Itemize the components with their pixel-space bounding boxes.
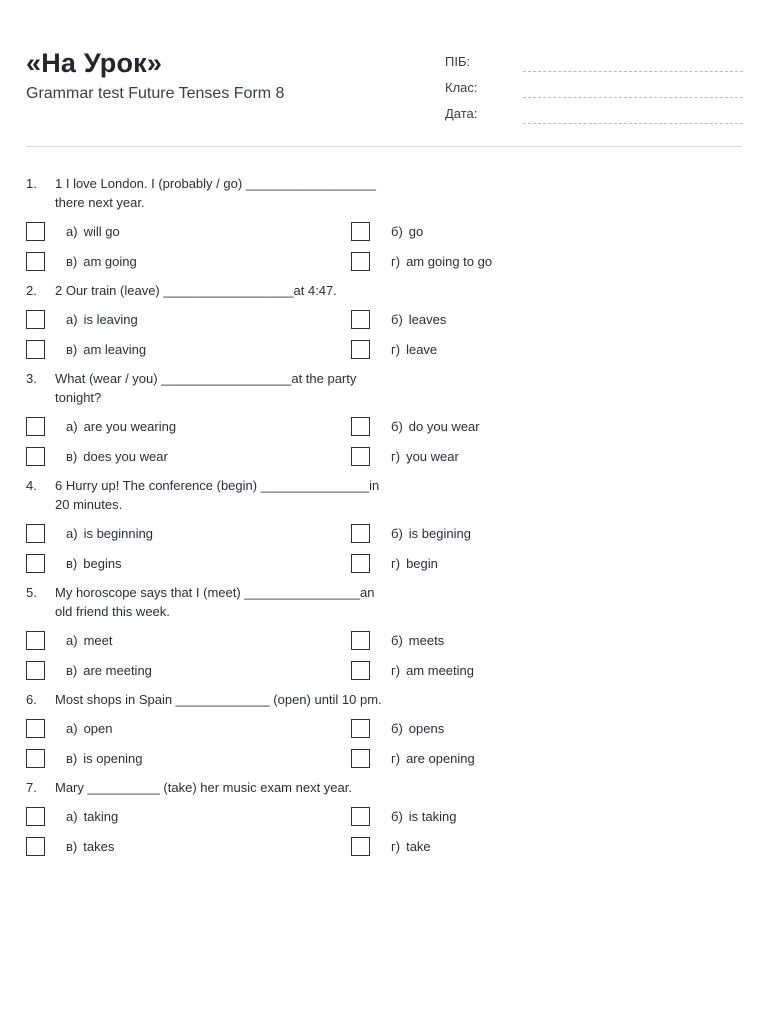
question-6 — [26, 690, 742, 769]
option-letter: а) — [66, 311, 78, 327]
answer-checkbox[interactable] — [26, 222, 45, 241]
answer-checkbox[interactable] — [351, 340, 370, 359]
question-text: Mary __________ (take) her music exam next year. — [55, 780, 352, 795]
answer-checkbox[interactable] — [26, 417, 45, 436]
name-label: ПІБ: — [445, 54, 471, 69]
option-text: go — [408, 223, 424, 239]
question-text: 6 Hurry up! The conference (begin) _______________in 20 minutes. — [55, 478, 380, 512]
question-5 — [26, 583, 742, 681]
option-letter: г) — [391, 662, 401, 678]
name-field — [445, 54, 743, 80]
option-letter: г) — [391, 838, 401, 854]
answer-option[interactable] — [351, 308, 676, 330]
header — [26, 48, 284, 103]
answer-checkbox[interactable] — [351, 661, 370, 680]
answer-option[interactable] — [26, 717, 351, 739]
question-list — [26, 174, 742, 866]
option-text: is taking — [408, 808, 457, 824]
answer-checkbox[interactable] — [26, 661, 45, 680]
option-text: are meeting — [83, 662, 152, 678]
question-1 — [26, 174, 742, 272]
answer-option[interactable] — [351, 552, 676, 574]
question-number: 3. — [26, 371, 37, 386]
option-letter: г) — [391, 555, 401, 571]
option-text: you wear — [406, 448, 459, 464]
question-text-row — [26, 476, 742, 514]
answer-option[interactable] — [351, 747, 676, 769]
question-number: 1. — [26, 176, 37, 191]
answer-option[interactable] — [351, 659, 676, 681]
answer-options — [26, 415, 742, 467]
option-text: leave — [406, 341, 438, 357]
question-text-row — [26, 281, 742, 300]
answer-option[interactable] — [351, 415, 676, 437]
option-letter: б) — [391, 525, 403, 541]
test-subtitle: Grammar test Future Tenses Form 8 — [26, 85, 285, 102]
answer-options — [26, 805, 742, 857]
answer-checkbox[interactable] — [351, 222, 370, 241]
question-4 — [26, 476, 742, 574]
question-text-row — [26, 583, 742, 621]
option-text: do you wear — [408, 418, 480, 434]
answer-option[interactable] — [26, 250, 351, 272]
question-text: What (wear / you) __________________at the party tonight? — [55, 371, 357, 405]
question-2 — [26, 281, 742, 360]
option-text: meet — [83, 632, 113, 648]
answer-checkbox[interactable] — [26, 837, 45, 856]
answer-option[interactable] — [26, 220, 351, 242]
answer-checkbox[interactable] — [26, 252, 45, 271]
option-text: taking — [83, 808, 119, 824]
answer-checkbox[interactable] — [351, 631, 370, 650]
answer-checkbox[interactable] — [26, 447, 45, 466]
answer-checkbox[interactable] — [26, 310, 45, 329]
answer-checkbox[interactable] — [26, 719, 45, 738]
answer-checkbox[interactable] — [26, 631, 45, 650]
answer-checkbox[interactable] — [351, 807, 370, 826]
question-text: 1 I love London. I (probably / go) __________________ there next year. — [55, 176, 376, 210]
answer-option[interactable] — [26, 415, 351, 437]
question-7 — [26, 778, 742, 857]
answer-option[interactable] — [351, 220, 676, 242]
option-text: begins — [83, 555, 122, 571]
answer-option[interactable] — [26, 338, 351, 360]
answer-option[interactable] — [351, 445, 676, 467]
answer-checkbox[interactable] — [26, 749, 45, 768]
answer-checkbox[interactable] — [351, 554, 370, 573]
answer-options — [26, 629, 742, 681]
answer-option[interactable] — [26, 747, 351, 769]
answer-option[interactable] — [26, 629, 351, 651]
student-fields — [445, 54, 743, 132]
answer-checkbox[interactable] — [26, 807, 45, 826]
option-text: am leaving — [83, 341, 147, 357]
answer-option[interactable] — [26, 659, 351, 681]
option-text: are you wearing — [83, 418, 177, 434]
option-letter: в) — [66, 750, 78, 766]
answer-option[interactable] — [26, 835, 351, 857]
answer-checkbox[interactable] — [351, 310, 370, 329]
option-letter: а) — [66, 418, 78, 434]
option-letter: в) — [66, 253, 78, 269]
answer-option[interactable] — [26, 552, 351, 574]
option-text: does you wear — [83, 448, 168, 464]
answer-option[interactable] — [351, 250, 676, 272]
question-text-row — [26, 778, 742, 797]
answer-checkbox[interactable] — [26, 554, 45, 573]
answer-option[interactable] — [351, 522, 676, 544]
option-text: takes — [83, 838, 115, 854]
question-number: 7. — [26, 780, 37, 795]
option-letter: в) — [66, 448, 78, 464]
question-text-row — [26, 174, 742, 212]
question-text: My horoscope says that I (meet) ________________an old friend this week. — [55, 585, 375, 619]
question-number: 4. — [26, 478, 37, 493]
answer-checkbox[interactable] — [26, 524, 45, 543]
option-letter: в) — [66, 662, 78, 678]
date-input-line[interactable] — [523, 123, 743, 124]
answer-checkbox[interactable] — [351, 719, 370, 738]
date-field — [445, 106, 743, 132]
option-text: begin — [406, 555, 438, 571]
option-text: open — [83, 720, 113, 736]
option-text: am meeting — [406, 662, 474, 678]
answer-checkbox[interactable] — [351, 837, 370, 856]
option-letter: г) — [391, 750, 401, 766]
option-letter: г) — [391, 253, 401, 269]
option-letter: б) — [391, 418, 403, 434]
option-text: is beginning — [83, 525, 153, 541]
brand-title: «На Урок» — [26, 48, 163, 78]
answer-options — [26, 220, 742, 272]
option-text: is opening — [83, 750, 143, 766]
option-letter: а) — [66, 808, 78, 824]
question-text: 2 Our train (leave) __________________at 4:47. — [55, 283, 337, 298]
answer-checkbox[interactable] — [351, 417, 370, 436]
answer-checkbox[interactable] — [26, 340, 45, 359]
answer-option[interactable] — [351, 717, 676, 739]
option-letter: а) — [66, 525, 78, 541]
answer-checkbox[interactable] — [351, 749, 370, 768]
question-text-row — [26, 369, 742, 407]
option-letter: в) — [66, 341, 78, 357]
option-text: meets — [408, 632, 445, 648]
question-number: 2. — [26, 283, 37, 298]
option-letter: а) — [66, 223, 78, 239]
answer-option[interactable] — [26, 445, 351, 467]
option-text: is begining — [408, 525, 471, 541]
question-number: 6. — [26, 692, 37, 707]
class-label: Клас: — [445, 80, 478, 95]
question-3 — [26, 369, 742, 467]
option-text: take — [406, 838, 431, 854]
option-text: will go — [83, 223, 120, 239]
class-input-line[interactable] — [523, 97, 743, 98]
date-label: Дата: — [445, 106, 478, 121]
header-divider — [26, 146, 742, 147]
answer-option[interactable] — [26, 805, 351, 827]
answer-option[interactable] — [351, 338, 676, 360]
question-text-row — [26, 690, 742, 709]
option-text: is leaving — [83, 311, 138, 327]
option-letter: в) — [66, 838, 78, 854]
option-text: am going — [83, 253, 137, 269]
option-letter: б) — [391, 720, 403, 736]
answer-options — [26, 717, 742, 769]
option-letter: г) — [391, 341, 401, 357]
class-field — [445, 80, 743, 106]
answer-checkbox[interactable] — [351, 524, 370, 543]
option-letter: г) — [391, 448, 401, 464]
answer-option[interactable] — [26, 308, 351, 330]
question-number: 5. — [26, 585, 37, 600]
option-text: opens — [408, 720, 445, 736]
option-letter: в) — [66, 555, 78, 571]
option-letter: а) — [66, 720, 78, 736]
question-text: Most shops in Spain _____________ (open) until 10 pm. — [55, 692, 382, 707]
option-text: leaves — [408, 311, 447, 327]
option-letter: б) — [391, 311, 403, 327]
option-letter: б) — [391, 632, 403, 648]
option-letter: а) — [66, 632, 78, 648]
option-letter: б) — [391, 808, 403, 824]
name-input-line[interactable] — [523, 71, 743, 72]
answer-option[interactable] — [351, 629, 676, 651]
option-letter: б) — [391, 223, 403, 239]
option-text: am going to go — [406, 253, 493, 269]
answer-checkbox[interactable] — [351, 252, 370, 271]
answer-options — [26, 522, 742, 574]
answer-option[interactable] — [351, 805, 676, 827]
answer-option[interactable] — [26, 522, 351, 544]
option-text: are opening — [406, 750, 475, 766]
answer-options — [26, 308, 742, 360]
answer-option[interactable] — [351, 835, 676, 857]
answer-checkbox[interactable] — [351, 447, 370, 466]
